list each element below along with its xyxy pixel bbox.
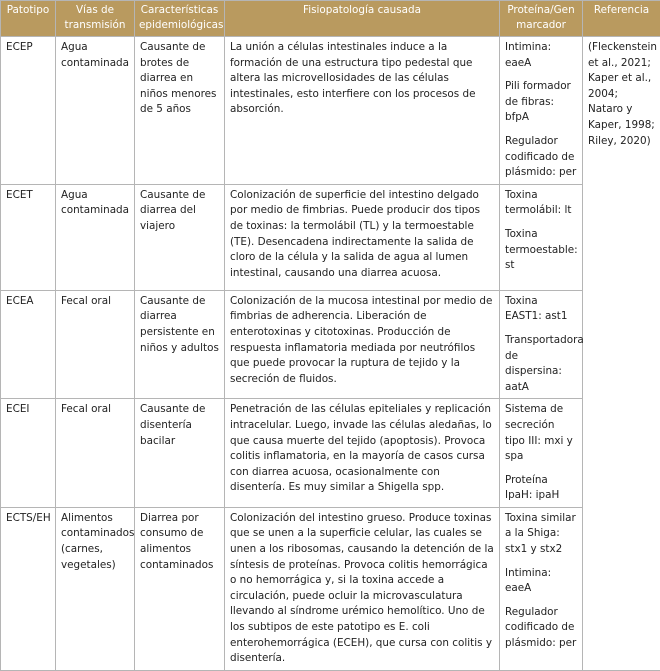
cell-via: Fecal oral: [56, 290, 135, 399]
cell-patotipo: ECET: [1, 184, 56, 290]
cell-via: Agua contaminada: [56, 37, 135, 185]
marcador-item: Toxina EAST1: ast1: [505, 294, 577, 325]
header-patotipo: Patotipo: [1, 1, 56, 37]
cell-marcador: [500, 507, 583, 670]
table-row: [1, 290, 660, 399]
cell-caracteristicas: Diarrea por consumo de alimentos contaminados: [135, 507, 225, 670]
cell-via: Alimentos contaminados (carnes, vegetales): [56, 507, 135, 670]
cell-patotipo: ECEI: [1, 399, 56, 508]
cell-fisiopatologia: Colonización del intestino grueso. Produce toxinas que se unen a la superficie celular, las cuales se unen a los ribosomas, causando la detención de la síntesis de proteínas. Provoca colitis hemorrágica o no hemorrágica y, si la toxina accede a circulación, puede ocluir la microvasculatura llevando al síndrome urémico hemolítico. Uno de los subtipos de este patotipo es E. coli enterohemorrágica (ECEH), que cursa con colitis y disentería.: [225, 507, 500, 670]
cell-marcador: [500, 37, 583, 185]
cell-referencia: (Fleckenstein et al., 2021; Kaper et al., 2004; Nataro y Kaper, 1998; Riley, 2020): [583, 37, 660, 671]
cell-via: Agua contaminada: [56, 184, 135, 290]
cell-caracteristicas: Causante de disentería bacilar: [135, 399, 225, 508]
cell-caracteristicas: Causante de diarrea persistente en niños y adultos: [135, 290, 225, 399]
cell-marcador: [500, 184, 583, 290]
header-vias: Vías de transmisión: [56, 1, 135, 37]
marcador-item: Sistema de secreción tipo III: mxi y spa: [505, 402, 577, 464]
header-row: [1, 1, 660, 37]
cell-via: Fecal oral: [56, 399, 135, 508]
marcador-item: Proteína IpaH: ipaH: [505, 473, 577, 504]
marcador-item: Toxina termolábil: lt: [505, 188, 577, 219]
table-row: [1, 399, 660, 508]
cell-caracteristicas: Causante de brotes de diarrea en niños menores de 5 años: [135, 37, 225, 185]
marcador-item: Transportadora de dispersina: aatA: [505, 333, 577, 395]
cell-patotipo: ECEP: [1, 37, 56, 185]
cell-marcador: [500, 399, 583, 508]
cell-fisiopatologia: Colonización de superficie del intestino delgado por medio de fimbrias. Puede producir dos tipos de toxinas: la termolábil (TL) y la termoestable (TE). Desencadena indirectamente la salida de cloro de la célula y la salida de agua al lumen intestinal, causando una diarrea acuosa.: [225, 184, 500, 290]
cell-fisiopatologia: La unión a células intestinales induce a la formación de una estructura tipo pedestal que altera las microvellosidades de las células intestinales, esto interfiere con los procesos de absorción.: [225, 37, 500, 185]
marcador-item: Regulador codificado de plásmido: per: [505, 605, 577, 652]
table-row: [1, 507, 660, 670]
header-caracteristicas: Características epidemiológicas: [135, 1, 225, 37]
marcador-item: Intimina: eaeA: [505, 40, 577, 71]
marcador-item: Regulador codificado de plásmido: per: [505, 134, 577, 181]
marcador-item: Toxina similar a la Shiga: stx1 y stx2: [505, 511, 577, 558]
marcador-item: Pili formador de fibras: bfpA: [505, 79, 577, 126]
cell-patotipo: ECEA: [1, 290, 56, 399]
marcador-item: Toxina termoestable: st: [505, 227, 577, 274]
header-fisiopatologia: Fisiopatología causada: [225, 1, 500, 37]
cell-marcador: [500, 290, 583, 399]
table-row: [1, 37, 660, 185]
header-marcador: Proteína/Gen marcador: [500, 1, 583, 37]
cell-patotipo: ECTS/EH: [1, 507, 56, 670]
cell-fisiopatologia: Penetración de las células epiteliales y replicación intracelular. Luego, invade las células aledañas, lo que causa muerte del tejido (apoptosis). Provoca colitis inflamatoria, en la mayoría de casos cursa con diarrea acuosa, ocasionalmente con disentería. Es muy similar a Shigella spp.: [225, 399, 500, 508]
table-row: [1, 184, 660, 290]
cell-fisiopatologia: Colonización de la mucosa intestinal por medio de fimbrias de adherencia. Liberación de enterotoxinas y citotoxinas. Producción de respuesta inflamatoria mediada por neutrófilos que puede provocar la ruptura de tejido y la secreción de fluidos.: [225, 290, 500, 399]
cell-caracteristicas: Causante de diarrea del viajero: [135, 184, 225, 290]
header-referencia: Referencia: [583, 1, 660, 37]
marcador-item: Intimina: eaeA: [505, 566, 577, 597]
